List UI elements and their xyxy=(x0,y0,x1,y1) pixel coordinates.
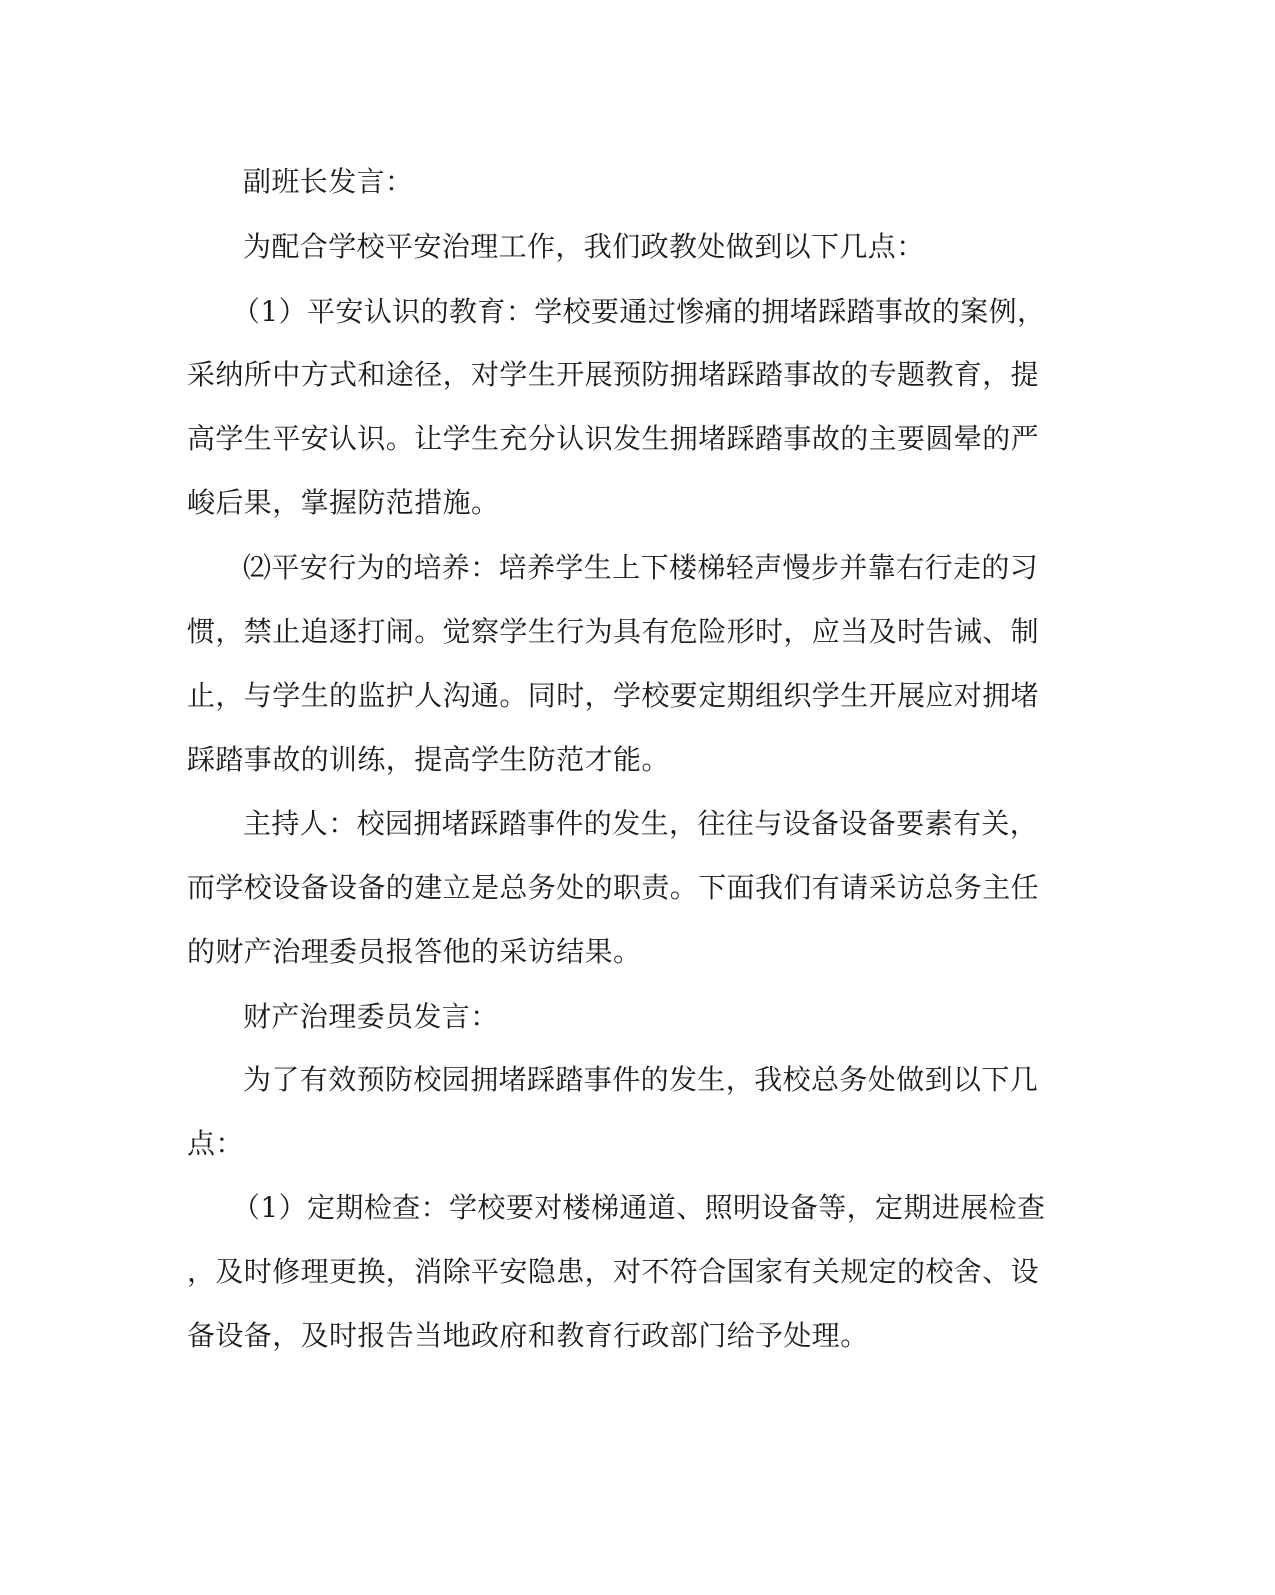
paragraph-heading-property-committee: 财产治理委员发言： xyxy=(243,1000,499,1033)
paragraph-line: 而学校设备设备的建立是总务处的职责。下面我们有请采访总务主任 xyxy=(187,871,1040,904)
paragraph-line: 为配合学校平安治理工作，我们政教处做到以下几点： xyxy=(243,230,925,263)
paragraph-line: 为了有效预防校园拥堵踩踏事件的发生，我校总务处做到以下几 xyxy=(243,1063,1039,1096)
paragraph-line: 采纳所中方式和途径，对学生开展预防拥堵踩踏事故的专题教育，提 xyxy=(187,358,1040,391)
paragraph-line: ，及时修理更换，消除平安隐患，对不符合国家有关规定的校舍、设 xyxy=(187,1255,1040,1288)
paragraph-line: 峻后果，掌握防范措施。 xyxy=(187,486,500,519)
paragraph-line: （1）平安认识的教育：学校要通过惨痛的拥堵踩踏事故的案例， xyxy=(232,295,1046,328)
paragraph-line: 的财产治理委员报答他的采访结果。 xyxy=(187,935,642,968)
paragraph-heading-vice-monitor: 副班长发言： xyxy=(243,165,414,198)
paragraph-line: 惯，禁止追逐打闹。觉察学生行为具有危险形时，应当及时告诫、制 xyxy=(187,615,1040,648)
paragraph-line: 备设备，及时报告当地政府和教育行政部门给予处理。 xyxy=(187,1319,869,1352)
paragraph-line: 点： xyxy=(187,1127,244,1160)
paragraph-line: 高学生平安认识。让学生充分认识发生拥堵踩踏事故的主要圆晕的严 xyxy=(187,422,1040,455)
paragraph-line: ⑵平安行为的培养：培养学生上下楼梯轻声慢步并靠右行走的习 xyxy=(243,551,1039,584)
paragraph-line: 踩踏事故的训练，提高学生防范才能。 xyxy=(187,743,670,776)
paragraph-line: 主持人：校园拥堵踩踏事件的发生，往往与设备设备要素有关， xyxy=(243,807,1039,840)
paragraph-line: （1）定期检查：学校要对楼梯通道、照明设备等，定期进展检查 xyxy=(232,1191,1046,1224)
paragraph-line: 止，与学生的监护人沟通。同时，学校要定期组织学生开展应对拥堵 xyxy=(187,679,1040,712)
